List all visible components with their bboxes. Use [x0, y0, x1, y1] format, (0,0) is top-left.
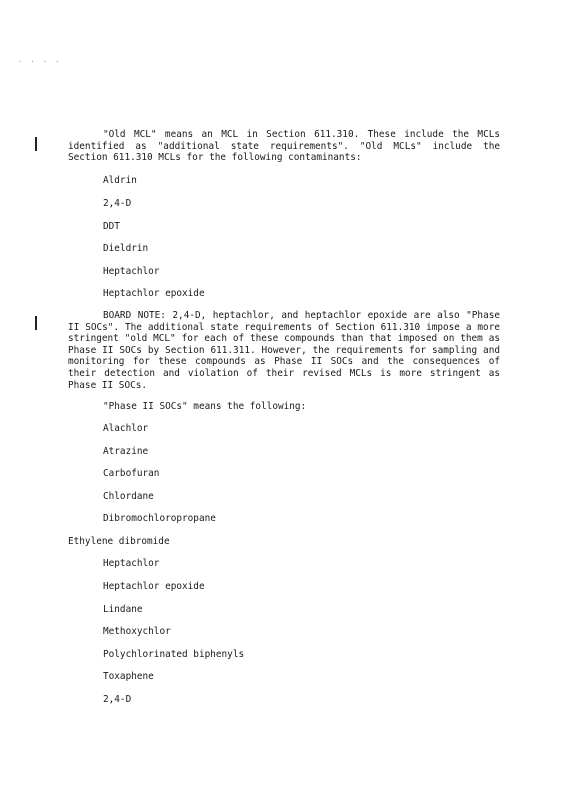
list-item: Lindane: [103, 604, 143, 615]
scan-corner-mark: · · · ·: [18, 58, 62, 66]
list-item: Carbofuran: [103, 468, 160, 479]
list-item: Polychlorinated biphenyls: [103, 649, 245, 660]
list-item: Atrazine: [103, 446, 149, 457]
list-item: Heptachlor: [103, 266, 160, 277]
list-item: Ethylene dibromide: [68, 536, 170, 547]
old-mcl-definition: "Old MCL" means an MCL in Section 611.310. These include the MCLs identified as "additional state requirements". "Old MCLs" include the Section 611.310 MCLs for the following contaminants:: [68, 129, 500, 164]
list-item: Toxaphene: [103, 671, 154, 682]
revision-change-bar: [35, 316, 37, 330]
list-item: Heptachlor: [103, 558, 160, 569]
list-item: Heptachlor epoxide: [103, 288, 205, 299]
list-item: Alachlor: [103, 423, 149, 434]
revision-change-bar: [35, 137, 37, 151]
list-item: Chlordane: [103, 491, 154, 502]
list-item: Aldrin: [103, 175, 137, 186]
list-item: Dibromochloropropane: [103, 513, 216, 524]
list-item: Methoxychlor: [103, 626, 171, 637]
list-item: DDT: [103, 221, 120, 232]
list-item: 2,4-D: [103, 198, 132, 209]
phase-ii-definition: "Phase II SOCs" means the following:: [103, 401, 307, 412]
list-item: 2,4-D: [103, 694, 132, 705]
board-note: BOARD NOTE: 2,4-D, heptachlor, and heptachlor epoxide are also "Phase II SOCs". The additional state requirements of Section 611.310 impose a more stringent "old MCL" for each of these compounds than that imposed on them as Phase II SOCs by Section 611.311. However, the requirements for sampling and monitoring for these compounds as Phase II SOCs and the consequences of their detection and violation of their revised MCLs is more stringent as Phase II SOCs.: [68, 310, 500, 391]
list-item: Dieldrin: [103, 243, 149, 254]
list-item: Heptachlor epoxide: [103, 581, 205, 592]
